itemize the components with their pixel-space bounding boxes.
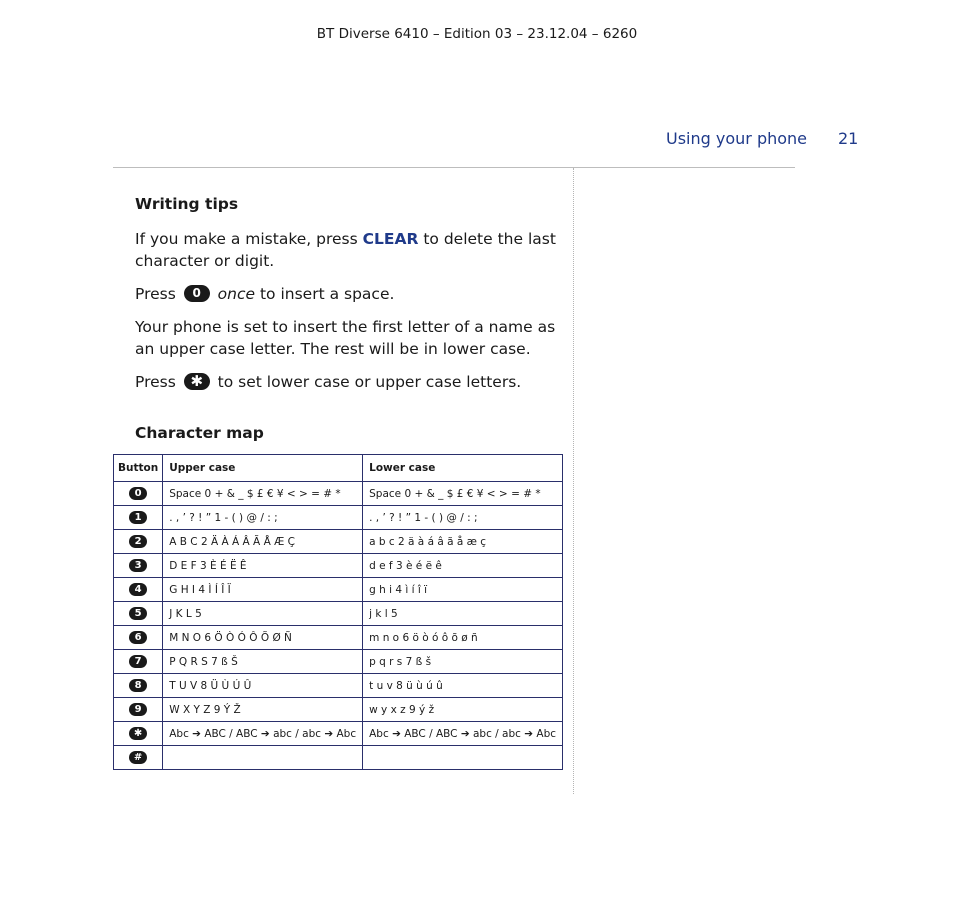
key-3-icon: 3 (129, 559, 147, 572)
column-header-button: Button (114, 455, 163, 482)
upper-case-cell: G H I 4 Ì Í Î Ï (163, 578, 363, 602)
lower-case-cell: d e f 3 è é ë ê (363, 554, 563, 578)
lower-case-cell: . , ’ ? ! ” 1 - ( ) @ / : ; (363, 506, 563, 530)
key-8-icon: 8 (129, 679, 147, 692)
table-row (114, 602, 563, 626)
upper-case-cell: P Q R S 7 ß Š (163, 650, 363, 674)
tip-space-text-before: Press (135, 285, 181, 303)
column-header-lower: Lower case (363, 455, 563, 482)
upper-case-cell: . , ’ ? ! ” 1 - ( ) @ / : ; (163, 506, 363, 530)
upper-case-cell: D E F 3 È É Ë Ê (163, 554, 363, 578)
key-0-icon: 0 (129, 487, 147, 500)
upper-case-cell: T U V 8 Ü Ù Ú Û (163, 674, 363, 698)
table-row (114, 482, 563, 506)
lower-case-cell: Abc ➔ ABC / ABC ➔ abc / abc ➔ Abc (363, 722, 563, 746)
table-row (114, 746, 563, 770)
table-row (114, 626, 563, 650)
lower-case-cell: a b c 2 ä à á â ã å æ ç (363, 530, 563, 554)
key-4-icon: 4 (129, 583, 147, 596)
writing-tips-heading: Writing tips (135, 195, 239, 213)
character-map-heading: Character map (135, 424, 264, 442)
zero-key-icon: 0 (184, 285, 210, 302)
character-map-table (113, 454, 563, 770)
tip-clear-text-before: If you make a mistake, press (135, 230, 363, 248)
key-5-icon: 5 (129, 607, 147, 620)
key-9-icon: 9 (129, 703, 147, 716)
lower-case-cell: m n o 6 ö ò ó ô õ ø ñ (363, 626, 563, 650)
tip-space-paragraph (135, 283, 394, 305)
table-row (114, 506, 563, 530)
tip-space-text-after: to insert a space. (255, 285, 395, 303)
table-row (114, 530, 563, 554)
upper-case-cell: W X Y Z 9 Ý Ž (163, 698, 363, 722)
table-row (114, 698, 563, 722)
star-key-icon: ✱ (184, 373, 210, 390)
key-star-icon: ✱ (129, 727, 147, 740)
key-6-icon: 6 (129, 631, 147, 644)
upper-case-cell: Space 0 + & _ $ £ € ¥ < > = # * (163, 482, 363, 506)
key-2-icon: 2 (129, 535, 147, 548)
upper-case-cell: J K L 5 (163, 602, 363, 626)
clear-keyword: CLEAR (362, 230, 419, 248)
key-1-icon: 1 (129, 511, 147, 524)
header-divider (113, 167, 795, 168)
tip-star-text-after: to set lower case or upper case letters. (212, 373, 522, 391)
tip-clear-paragraph (135, 228, 563, 272)
document-reference: BT Diverse 6410 – Edition 03 – 23.12.04 – 6260 (316, 26, 638, 42)
lower-case-cell (363, 746, 563, 770)
lower-case-cell: p q r s 7 ß š (363, 650, 563, 674)
tip-clear-text-after: to delete the last character or digit. (135, 230, 556, 270)
lower-case-cell: j k l 5 (363, 602, 563, 626)
table-header-row (114, 455, 563, 482)
table-row (114, 674, 563, 698)
tip-star-text-before: Press (135, 373, 181, 391)
upper-case-cell: Abc ➔ ABC / ABC ➔ abc / abc ➔ Abc (163, 722, 363, 746)
table-row (114, 650, 563, 674)
column-header-upper: Upper case (163, 455, 363, 482)
key-hash-icon: # (129, 751, 147, 764)
tip-case-paragraph: Your phone is set to insert the first letter of a name as an upper case letter. The rest will be in lower case. (135, 318, 556, 358)
lower-case-cell: Space 0 + & _ $ £ € ¥ < > = # * (363, 482, 563, 506)
upper-case-cell (163, 746, 363, 770)
column-divider (573, 168, 574, 794)
upper-case-cell: A B C 2 Ä À Á Â Ã Å Æ Ç (163, 530, 363, 554)
lower-case-cell: g h i 4 ì í î ï (363, 578, 563, 602)
key-7-icon: 7 (129, 655, 147, 668)
section-title: Using your phone (666, 129, 808, 148)
tip-star-paragraph (135, 371, 521, 393)
table-row (114, 578, 563, 602)
upper-case-cell: M N O 6 Ö Ò Ó Ô Õ Ø Ñ (163, 626, 363, 650)
once-emphasis: once (217, 285, 256, 303)
page-number: 21 (838, 129, 859, 148)
lower-case-cell: w y x z 9 ý ž (363, 698, 563, 722)
lower-case-cell: t u v 8 ü ù ú û (363, 674, 563, 698)
table-row (114, 554, 563, 578)
table-row (114, 722, 563, 746)
